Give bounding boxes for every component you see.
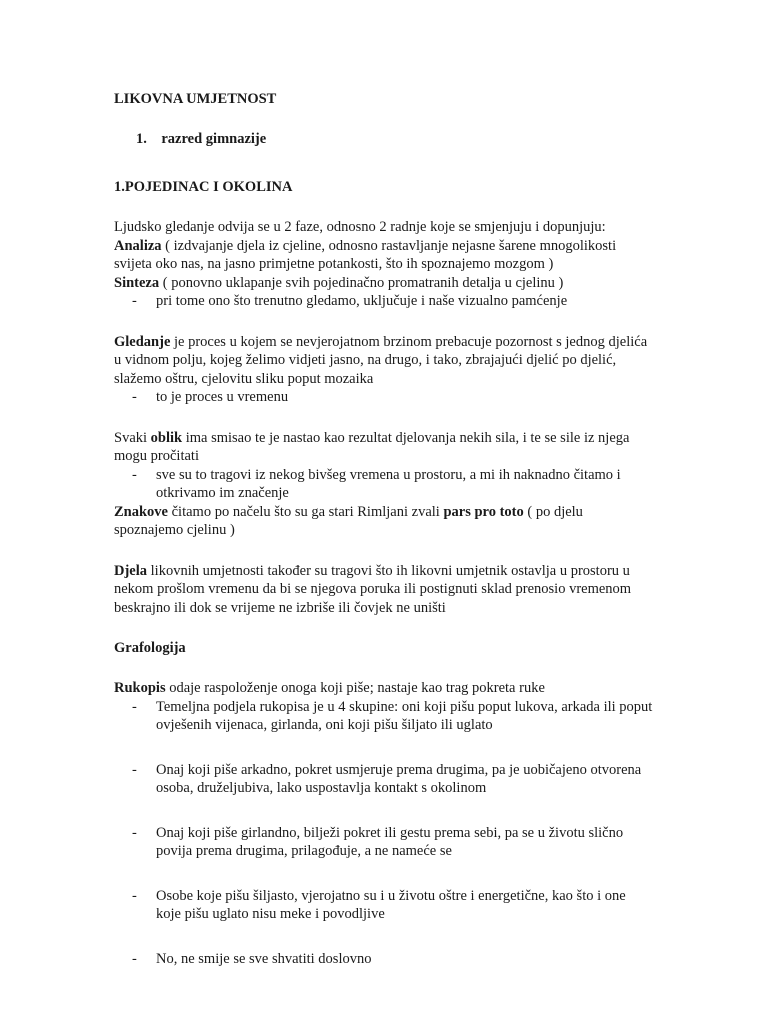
oblik-text: ima smisao te je nastao kao rezultat djelovanja nekih sila, i te se sile iz njega mogu pročitati <box>114 429 630 464</box>
list-item-text: No, ne smije se sve shvatiti doslovno <box>156 950 372 967</box>
pars-pro-toto-term: pars pro toto <box>443 503 524 520</box>
intro-paragraph: Ljudsko gledanje odvija se u 2 faze, odnosno 2 radnje koje se smjenjuju i dopunjuju: <box>114 219 606 235</box>
analiza-paragraph <box>114 237 654 274</box>
list-item <box>114 824 654 861</box>
znakove-text-end: ( po djelu spoznajemo cjelinu ) <box>114 503 583 538</box>
list-item-text: to je proces u vremenu <box>156 389 289 405</box>
section-title-grafologija: Grafologija <box>114 640 186 656</box>
oblik-pre: Svaki <box>114 429 151 446</box>
analiza-term: Analiza <box>114 237 162 254</box>
rukopis-block <box>114 679 654 968</box>
sinteza-paragraph <box>114 274 654 293</box>
subtitle-text: razred gimnazije <box>161 131 267 147</box>
subtitle-number: 1. <box>136 131 147 147</box>
document-page <box>114 90 654 968</box>
sinteza-term: Sinteza <box>114 274 160 291</box>
list-item-text: pri tome ono što trenutno gledamo, uključuje i naše vizualno pamćenje <box>156 293 568 309</box>
list-item-text: Onaj koji piše girlandno, bilježi pokret ili gestu prema sebi, pa se u životu slično povija prema drugima, prilagođuje, a ne nameće se <box>156 824 624 859</box>
djela-text: likovnih umjetnosti također su tragovi što ih likovni umjetnik ostavlja u prostoru u nekom prošlom vremenu da bi se njegova poruka ili postignuti sklad prenosio vremenom beskrajno ili dok se vrijeme ne izbriše ili čovjek ne uništi <box>114 562 632 616</box>
list-item-text: sve su to tragovi iz nekog bivšeg vremena u prostoru, a mi ih naknadno čitamo i otkrivamo im značenje <box>156 466 621 501</box>
section-title-pojedinac: 1.POJEDINAC I OKOLINA <box>114 179 293 195</box>
dash-marker: - <box>132 466 137 483</box>
intro-block <box>114 218 654 311</box>
list-item <box>114 761 654 798</box>
dash-marker: - <box>132 761 137 778</box>
dash-marker: - <box>132 824 137 841</box>
gledanje-paragraph <box>114 333 654 389</box>
sinteza-text: ( ponovno uklapanje svih pojedinačno promatranih detalja u cjelinu ) <box>159 274 564 291</box>
dash-marker: - <box>132 887 137 904</box>
djela-term: Djela <box>114 562 148 579</box>
list-item <box>114 466 654 503</box>
dash-marker: - <box>132 389 137 405</box>
document-title: LIKOVNA UMJETNOST <box>114 91 277 107</box>
gledanje-block <box>114 333 654 407</box>
list-item-text: Osobe koje pišu šiljasto, vjerojatno su i u životu oštre i energetične, kao što i one koje pišu uglato nisu meke i povodljive <box>156 887 626 922</box>
djela-paragraph <box>114 562 654 618</box>
rukopis-term: Rukopis <box>114 680 166 696</box>
list-item <box>114 292 654 311</box>
znakove-paragraph <box>114 503 654 540</box>
dash-marker: - <box>132 698 137 715</box>
dash-marker: - <box>132 293 137 309</box>
gledanje-term: Gledanje <box>114 333 171 350</box>
list-item-text: Onaj koji piše arkadno, pokret usmjeruje prema drugima, pa je uobičajeno otvorena osoba, druželjubiva, lako uspostavlja kontakt s okolinom <box>156 761 642 796</box>
oblik-paragraph <box>114 429 654 466</box>
znakove-text: čitamo po načelu što su ga stari Rimljani zvali <box>168 503 444 520</box>
list-item <box>114 698 654 735</box>
djela-block <box>114 562 654 618</box>
gledanje-text: je proces u kojem se nevjerojatnom brzinom prebacuje pozornost s jednog djelića u vidnom polju, kojeg želimo vidjeti jasno, na drugo, i tako, zbrajajući djelić po djelić, slažemo oštru, cjelovitu sliku poput mozaika <box>114 333 648 387</box>
list-item <box>114 887 654 924</box>
znakove-term: Znakove <box>114 503 168 520</box>
list-item-text: Temeljna podjela rukopisa je u 4 skupine: oni koji pišu poput lukova, arkada ili poput ovješenih vijenaca, girlanda, oni koji pišu šiljato ili uglato <box>156 698 653 733</box>
document-subtitle <box>136 130 654 148</box>
rukopis-text: odaje raspoloženje onoga koji piše; nastaje kao trag pokreta ruke <box>165 680 545 696</box>
list-item <box>114 388 654 407</box>
dash-marker: - <box>132 950 137 967</box>
analiza-text: ( izdvajanje djela iz cjeline, odnosno rastavljanje nejasne šarene mnogolikosti svijeta oko nas, na jasno primjetne potankosti, što ih spoznajemo mozgom ) <box>114 237 617 272</box>
list-item <box>114 950 654 969</box>
oblik-block <box>114 429 654 540</box>
rukopis-paragraph <box>114 679 654 698</box>
oblik-term: oblik <box>150 429 183 446</box>
